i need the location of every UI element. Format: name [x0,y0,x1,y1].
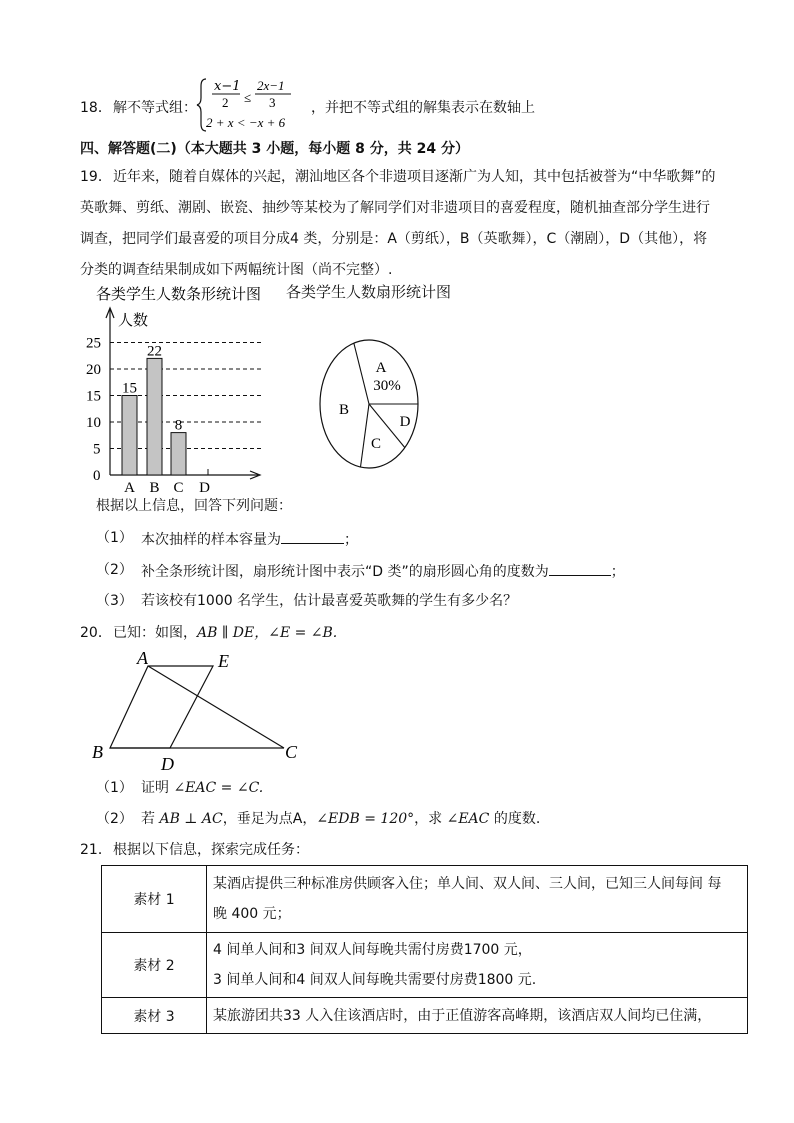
pie-slice-label-B: B [338,402,350,418]
pie-chart [318,338,422,470]
pie-slice-label-D: D [399,414,411,430]
ineq2: 2 + x < −x + 6 [206,115,286,130]
pie-slice-percent: 30% [373,378,401,394]
point-C: C [285,742,298,762]
q19-sub3: 若该校有1000 名学生，估计最喜爱英歌舞的学生有多少名？ [141,593,518,609]
section-title: 四、解答题(二)（本大题共 3 小题，每小题 8 分，共 24 分） [80,141,470,157]
q20-sub2-mid2: ，求 [414,811,443,827]
bar-B [147,358,162,475]
q20-sub2-math3: ∠EAC [446,811,490,827]
ineq1-lhs-num: x−1 [214,79,241,94]
q20-sub1-number: （1） [96,780,133,796]
q18-number: 18． [80,100,112,116]
point-D: D [161,754,174,772]
q20-sub1-pre: 证明 [141,780,169,796]
y-tick-label: 20 [86,362,101,378]
bar-value-label: 8 [174,417,183,434]
ineq1-op: ≤ [244,90,252,105]
x-tick-label: C [173,480,184,494]
q21-text: 根据以下信息，探索完成任务： [113,842,309,858]
bar-chart [80,282,280,494]
bar-A [122,396,137,476]
q19-sub3-number: （3） [96,593,133,609]
table-row [102,933,748,998]
material-line: 3 间单人间和4 间双人间每晚共需要付房费1800 元. [213,972,537,988]
q19-number: 19． [80,169,112,185]
bar-value-label: 22 [147,343,162,360]
ineq1-rhs-num: 2x−1 [257,78,285,93]
q19-prompt: 根据以上信息，回答下列问题： [96,498,292,514]
material-line: 某酒店提供三种标准房供顾客入住；单人间、双人间、三人间，已知三人间每间 每 [213,876,722,892]
x-tick-label: B [149,480,160,494]
x-tick-label: A [124,480,135,494]
q18-tail: ，并把不等式组的解集表示在数轴上 [311,100,535,116]
q18-text: 解不等式组： [113,100,197,116]
material-label: 素材 1 [102,866,207,933]
y-tick-label: 0 [93,468,101,484]
q20-sub2-math2: ∠EDB = 120° [316,811,415,827]
material-label: 素材 2 [102,933,207,998]
y-tick-label: 5 [93,441,101,458]
q20-sub2-end: 的度数. [493,811,541,827]
q20-sub2-mid: ，垂足为点A， [222,811,317,827]
q19-sub2-end: ； [610,564,625,580]
pie-slice-label-C: C [370,436,382,452]
materials-table [101,865,748,1034]
pie-chart-title: 各类学生人数扇形统计图 [286,285,452,301]
bar-C [171,433,186,475]
material-label: 素材 3 [102,998,207,1034]
q19-sub1-end: ； [344,532,358,548]
y-tick-label: 15 [86,388,101,405]
material-content [207,933,748,998]
answer-blank-2[interactable] [549,561,611,576]
q20-number: 20． [80,625,112,641]
q20-sub2 [141,810,540,828]
q19-sub2 [141,561,625,581]
answer-blank-1[interactable] [281,529,344,544]
pie-slice-label-A: A [375,360,387,376]
q20-sub2-pre: 若 [141,811,155,827]
point-A: A [137,648,148,668]
q21-number: 21． [80,842,112,858]
q19-sub2-number: （2） [96,562,133,578]
material-line: 某旅游团共33 人入住该酒店时，由于正值游客高峰期，该酒店双人间均已住满， [213,1007,712,1024]
q19-sub1-text: 本次抽样的样本容量为 [141,532,281,548]
point-B: B [92,742,103,762]
bar-chart-ylabel: 人数 [118,313,149,329]
bar-chart-title: 各类学生人数条形统计图 [96,287,262,303]
ineq1-lhs-den: 2 [222,95,229,110]
table-row [102,866,748,933]
x-tick-label: D [199,480,210,494]
point-E: E [218,651,229,671]
q19-sub1 [141,529,358,549]
material-line: 晚 400 元； [213,906,291,922]
material-content [207,866,748,933]
bar-value-label: 15 [122,380,137,397]
table-row [102,998,748,1034]
q19-sub2-text: 补全条形统计图，扇形统计图中表示“D 类”的扇形圆心角的度数为 [141,564,549,580]
q19-sub1-number: （1） [96,530,133,546]
material-content [207,998,748,1034]
q19-line1: 近年来，随着自媒体的兴起，潮汕地区各个非遗项目逐渐广为人知，其中包括被誉为“中华歌舞”的 [113,169,716,185]
q20-given: AB ∥ DE，∠E = ∠B. [197,625,338,641]
q20-sub1-math: ∠EAC = ∠C. [173,780,264,796]
q19-line2: 英歌舞、剪纸、潮剧、嵌瓷、抽纱等某校为了解同学们对非遗项目的喜爱程度，随机抽查部分学生进行 [80,200,710,216]
material-line: 4 间单人间和3 间双人间每晚共需付房费1700 元， [213,942,532,958]
q19-line4: 分类的调查结果制成如下两幅统计图（尚不完整）. [80,262,393,278]
ineq1-rhs-den: 3 [269,95,276,110]
q20-sub2-math1: AB ⊥ AC [159,811,223,827]
y-tick-label: 25 [86,335,101,352]
q18-inequality-system [196,76,311,134]
q20-sub2-number: （2） [96,811,133,827]
q20-sub1 [141,779,263,797]
y-tick-label: 10 [86,415,101,431]
q20-intro: 已知：如图， [113,625,197,641]
left-brace-icon [197,79,206,131]
geometry-figure [88,646,303,772]
q19-line3: 调查，把同学们最喜爱的项目分成4 类，分别是：A（剪纸），B（英歌舞），C（潮剧），D（其他），将 [80,231,708,247]
q20-text [113,624,337,642]
